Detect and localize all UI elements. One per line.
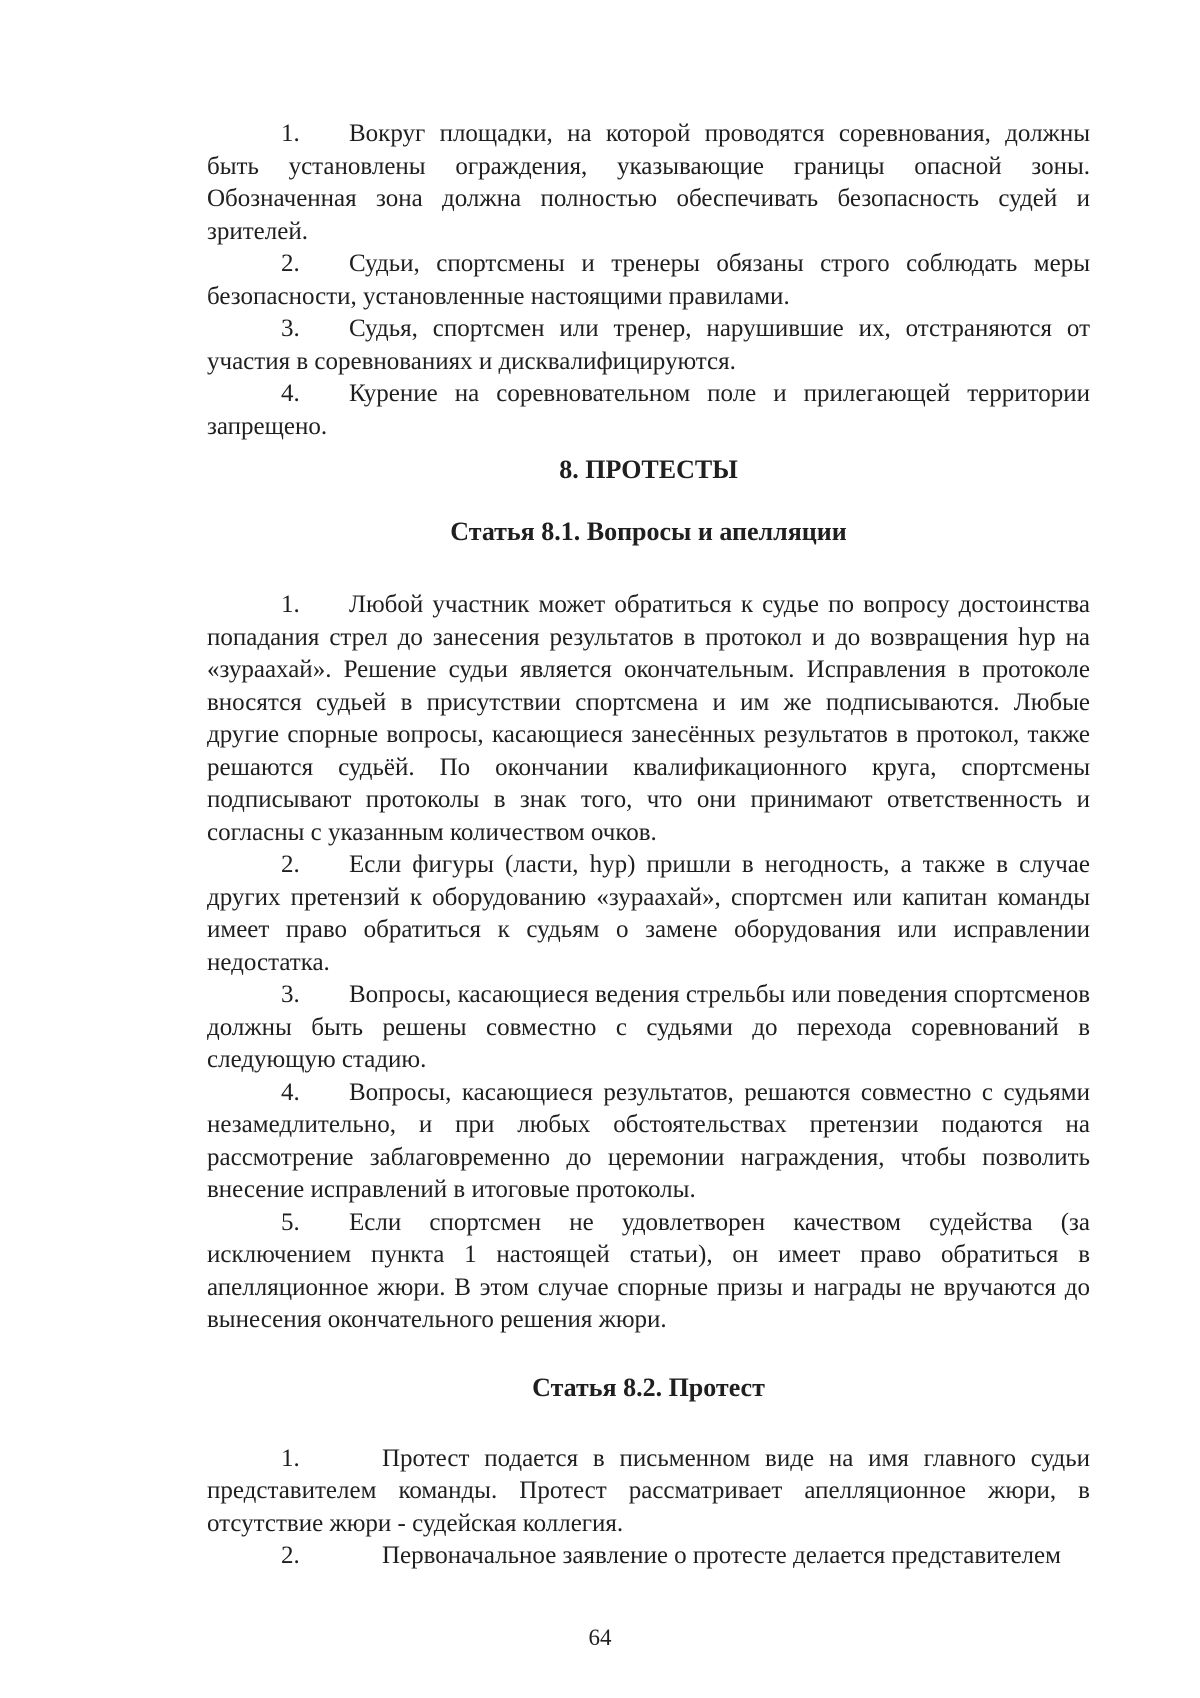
paragraph-text: Первоначальное заявление о протесте делается представителем <box>382 1542 1061 1569</box>
paragraph <box>207 118 1090 248</box>
item-number: 2. <box>281 250 300 277</box>
item-number: 1. <box>281 1444 300 1472</box>
article-8-2-body <box>207 1443 1090 1573</box>
item-number: 3. <box>281 315 300 342</box>
article-title: Статья 8.2. Протест <box>532 1372 765 1402</box>
paragraph <box>207 979 1090 1077</box>
paragraph <box>207 378 1090 443</box>
paragraph <box>207 1077 1090 1207</box>
page-number: 64 <box>588 1625 612 1650</box>
paragraph-text: Если спортсмен не удовлетворен качеством судейства (за исключением пункта 1 настоящей статьи), он имеет право обратиться в апелляционное жюри. В этом случае спорные призы и награды не вручаются до вынесения окончательного решения жюри. <box>207 1208 1090 1333</box>
item-number: 2. <box>281 851 300 878</box>
paragraph-text: Судья, спортсмен или тренер, нарушившие их, отстраняются от участия в соревнованиях и дисквалифицируются. <box>207 315 1090 375</box>
paragraph <box>207 248 1090 313</box>
article-title: Статья 8.1. Вопросы и апелляции <box>450 517 847 546</box>
paragraph-text: Судьи, спортсмены и тренеры обязаны строго соблюдать меры безопасности, установленные настоящими правилами. <box>207 250 1090 310</box>
paragraph <box>207 589 1090 849</box>
item-number: 5. <box>281 1208 300 1236</box>
paragraph <box>207 313 1090 378</box>
paragraph-text: Вопросы, касающиеся результатов, решаются совместно с судьями незамедлительно, и при любых обстоятельствах претензии подаются на рассмотрение заблаговременно до церемонии награждения, чтобы позволить внесение исправлений в итоговые протоколы. <box>207 1078 1090 1203</box>
paragraph-text: Вокруг площадки, на которой проводятся соревнования, должны быть установлены ограждения, указывающие границы опасной зоны. Обозначенная зона должна полностью обеспечивать безопасность судей и зрителей. <box>207 120 1090 245</box>
item-number: 4. <box>281 1078 300 1106</box>
paragraph <box>207 1207 1090 1337</box>
paragraph-text: Любой участник может обратиться к судье по вопросу достоинства попадания стрел до занесения результатов в протокол и до возвращения һур на «зураахай». Решение судьи является окончательным. Исправления в протоколе вносятся судьей в присутствии спортсмена и им же подписываются. Любые другие спорные вопросы, касающиеся занесённых результатов в протокол, также решаются судьёй. По окончании квалификационного круга, спортсмены подписывают протоколы в знак того, что они принимают ответственность и согласны с указанным количеством очков. <box>207 591 1090 846</box>
item-number: 1. <box>281 120 300 147</box>
intro-section <box>207 118 1090 443</box>
paragraph <box>207 849 1090 979</box>
item-number: 3. <box>281 981 300 1008</box>
section-title: 8. ПРОТЕСТЫ <box>559 455 738 484</box>
paragraph-text: Вопросы, касающиеся ведения стрельбы или поведения спортсменов должны быть решены совместно с судьями до перехода соревнований в следующую стадию. <box>207 981 1090 1073</box>
item-number: 4. <box>281 380 300 407</box>
article-8-1-body <box>207 589 1090 1337</box>
item-number: 1. <box>281 591 300 618</box>
paragraph-text: Если фигуры (ласти, һур) пришли в негодность, а также в случае других претензий к оборудованию «зураахай», спортсмен или капитан команды имеет право обратиться к судьям о замене оборудования или исправлении недостатка. <box>207 851 1090 976</box>
item-number: 2. <box>281 1542 300 1569</box>
paragraph <box>207 1540 1090 1573</box>
paragraph <box>207 1443 1090 1541</box>
paragraph-text: Протест подается в письменном виде на имя главного судьи представителем команды. Протест рассматривает апелляционное жюри, в отсутствие жюри - судейская коллегия. <box>207 1444 1090 1537</box>
paragraph-text: Курение на соревновательном поле и прилегающей территории запрещено. <box>207 380 1090 440</box>
